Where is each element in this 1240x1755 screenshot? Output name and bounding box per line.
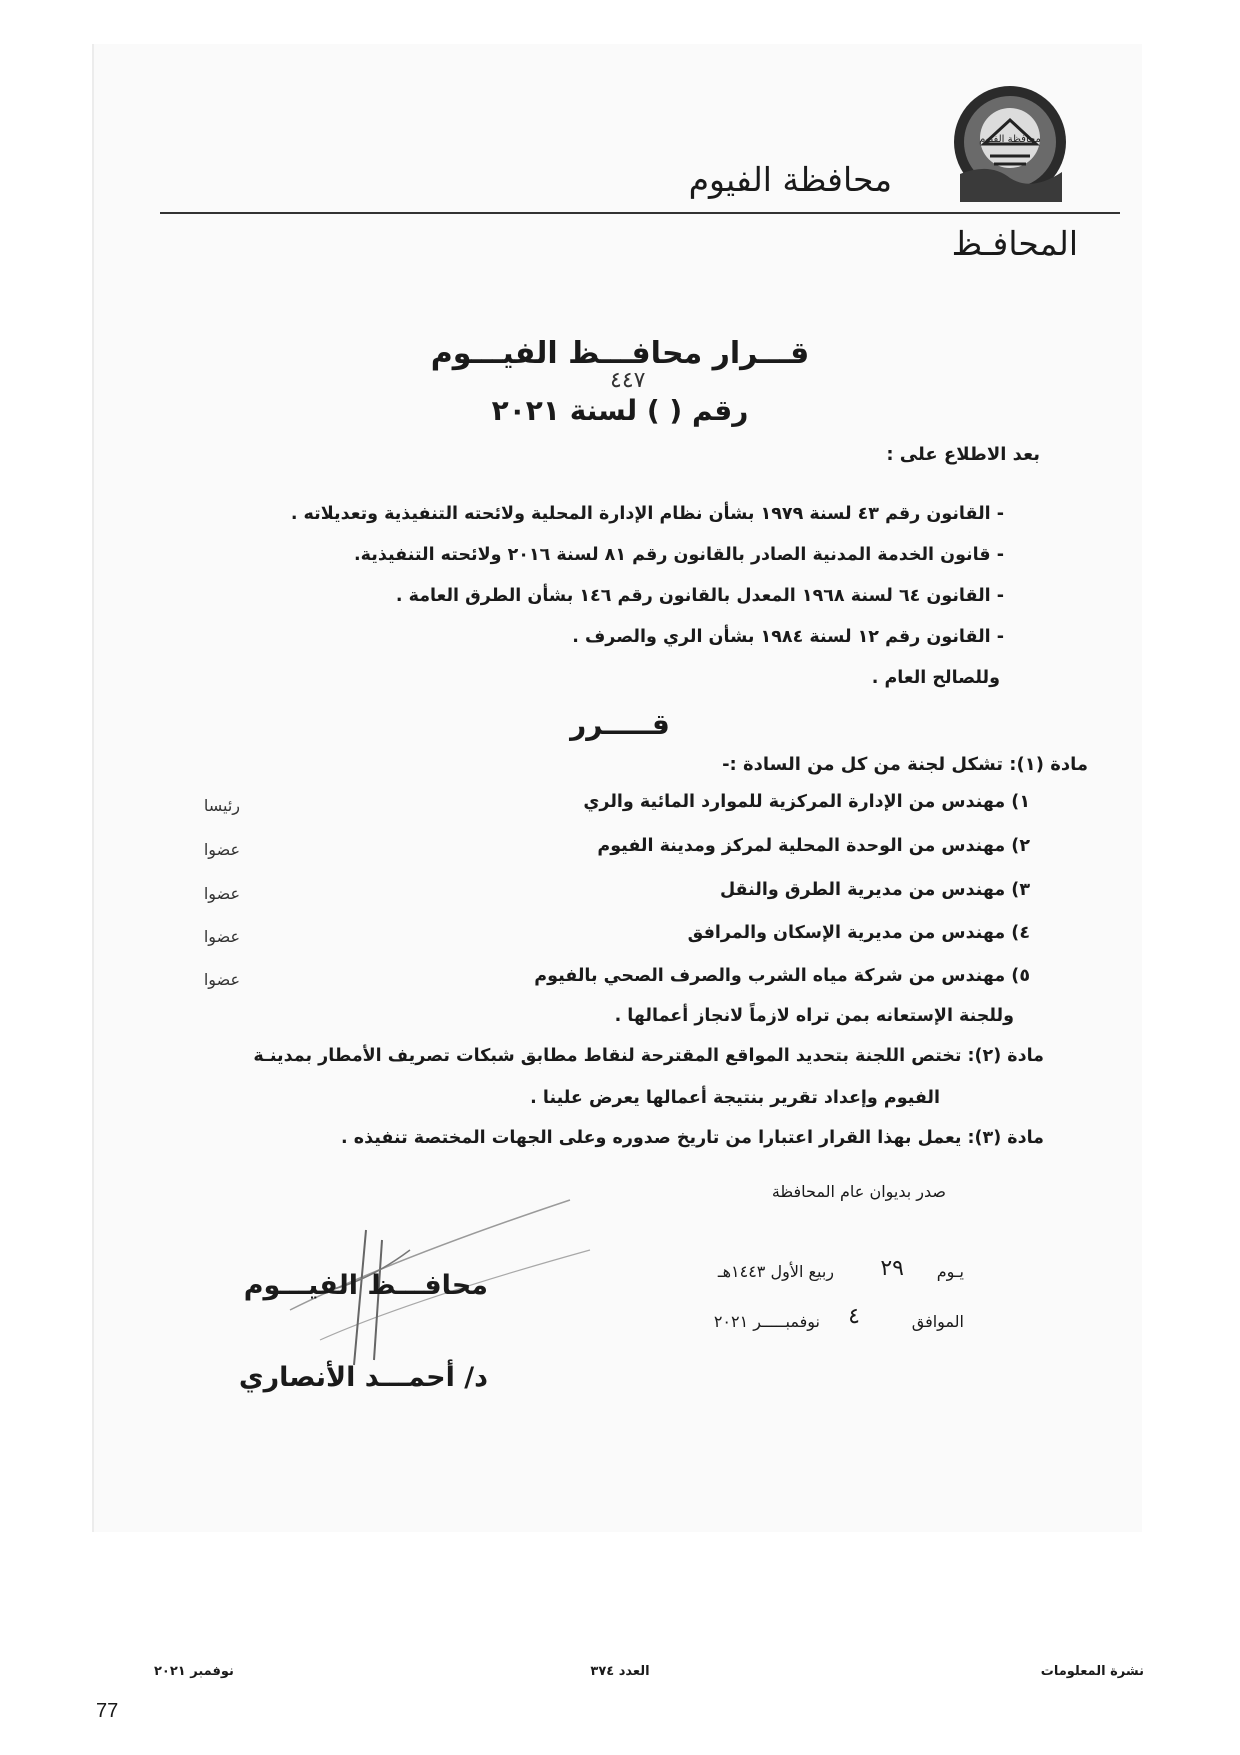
gregorian-day: ٤ [848,1304,860,1329]
committee-assistance: وللجنة الإستعانه بمن تراه لازماً لانجاز أعمالها . [614,1006,1014,1026]
committee-member: ٢) مهندس من الوحدة المحلية لمركز ومدينة الفيوم [597,836,1030,856]
committee-role: عضوا [203,927,240,946]
preamble-intro: بعد الاطلاع على : [886,444,1040,465]
decree-number-line: رقم ( ) لسنة ٢٠٢١ [491,394,749,427]
signer-name: د/ أحمـــد الأنصاري [238,1362,488,1393]
hijri-month: ربيع الأول ١٤٤٣هـ [717,1262,834,1281]
article-2: مادة (٢): تختص اللجنة بتحديد المواقع المقترحة لنقاط مطابق شبكات تصريف الأمطار بمدينـة [253,1046,1044,1066]
article-1: مادة (١): تشكل لجنة من كل من السادة :- [722,754,1088,775]
page-number: 77 [96,1700,119,1722]
signer-title: محافـــظ الفيـــوم [243,1270,488,1301]
gregorian-label: الموافق [911,1312,964,1331]
footer-publication: نشرة المعلومات [1040,1664,1144,1679]
committee-role: عضوا [203,840,240,859]
footer-issue: العدد ٣٧٤ [590,1664,650,1679]
scanned-page [92,44,1142,1532]
committee-member: ٥) مهندس من شركة مياه الشرب والصرف الصحي بالفيوم [534,966,1030,986]
article-3: مادة (٣): يعمل بهذا القرار اعتبارا من تاريخ صدوره وعلى الجهات المختصة تنفيذه . [341,1128,1044,1148]
committee-role: عضوا [203,970,240,989]
header-divider [160,212,1120,214]
office-title: المحافـظ [951,224,1078,263]
committee-member: ٣) مهندس من مديرية الطرق والنقل [719,880,1030,900]
decree-number-handwritten: ٤٤٧ [610,368,646,393]
law-item: - القانون ٦٤ لسنة ١٩٦٨ المعدل بالقانون رقم ١٤٦ بشأن الطرق العامة . [395,586,1004,606]
committee-member: ١) مهندس من الإدارة المركزية للموارد المائية والري [583,792,1030,812]
footer-date: نوفمبر ٢٠٢١ [154,1664,234,1679]
governorate-seal-emblem [950,82,1070,202]
article-2-continued: الفيوم وإعداد تقرير بنتيجة أعمالها يعرض علينا . [530,1088,940,1108]
decided-heading: قـــــرر [570,708,670,741]
law-item: - القانون رقم ٤٣ لسنة ١٩٧٩ بشأن نظام الإدارة المحلية ولائحته التنفيذية وتعديلاته . [290,504,1004,524]
committee-member: ٤) مهندس من مديرية الإسكان والمرافق [687,923,1030,943]
committee-role: رئيسا [203,796,240,815]
hijri-day: ٢٩ [880,1256,904,1281]
issued-at: صدر بديوان عام المحافظة [771,1182,946,1201]
decree-title: قـــرار محافـــظ الفيـــوم [430,336,810,371]
committee-role: عضوا [203,884,240,903]
governorate-name: محافظة الفيوم [688,160,892,199]
seal-lettering: محافظة الفيوم [979,134,1041,145]
public-interest: وللصالح العام . [871,668,1000,688]
gregorian-month: نوفمبـــــر ٢٠٢١ [713,1312,820,1331]
law-item: - القانون رقم ١٢ لسنة ١٩٨٤ بشأن الري والصرف . [572,627,1004,647]
hijri-label: يـوم [936,1262,964,1281]
law-item: - قانون الخدمة المدنية الصادر بالقانون رقم ٨١ لسنة ٢٠١٦ ولائحته التنفيذية. [354,545,1004,565]
